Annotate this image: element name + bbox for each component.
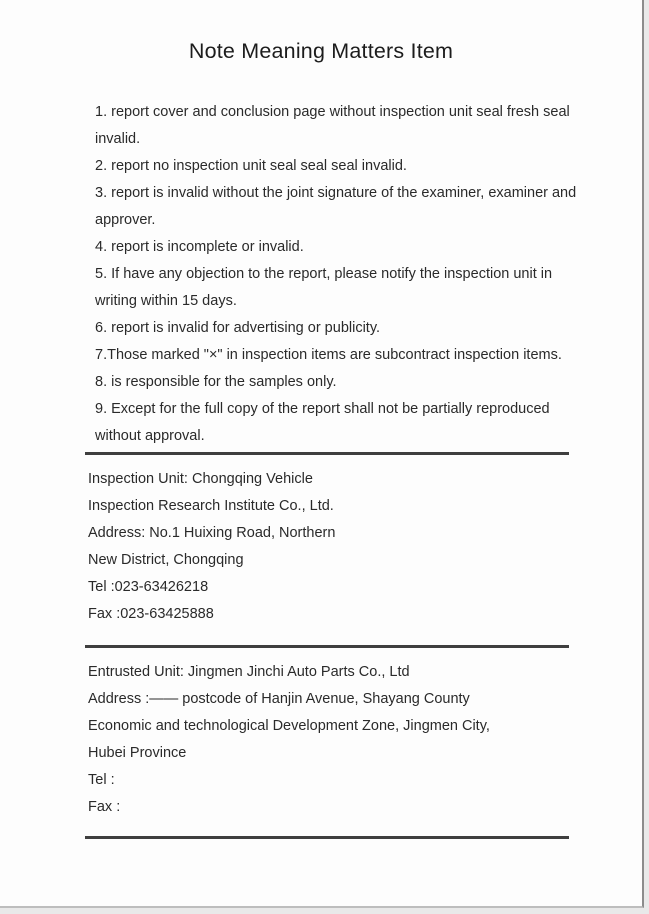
note-item-8-line: 8. is responsible for the samples only. — [95, 374, 337, 390]
inspection-unit-fax: Fax :023-63425888 — [88, 606, 214, 622]
inspection-unit-block — [85, 466, 569, 628]
page-content — [85, 99, 577, 839]
inspection-unit-tel: Tel :023-63426218 — [88, 579, 209, 595]
entrusted-unit-address-line: Address :—— postcode of Hanjin Avenue, Shayang County — [88, 691, 470, 707]
entrusted-unit-line: Entrusted Unit: Jingmen Jinchi Auto Parts Co., Ltd — [88, 664, 410, 680]
note-item-1-line: 1. report cover and conclusion page without inspection unit seal fresh seal — [95, 104, 570, 120]
inspection-unit-line: Inspection Research Institute Co., Ltd. — [88, 498, 334, 514]
inspection-unit-address-line: Address: No.1 Huixing Road, Northern — [88, 525, 336, 541]
entrusted-unit-address-line: Hubei Province — [88, 745, 187, 761]
entrusted-unit-block — [85, 659, 569, 821]
page-title: Note Meaning Matters Item — [188, 39, 454, 63]
note-item-3-line: approver. — [95, 212, 156, 228]
entrusted-unit-address-line: Economic and technological Development Zone, Jingmen City, — [88, 718, 490, 734]
inspection-unit-address-line: New District, Chongqing — [88, 552, 244, 568]
section-divider — [85, 645, 569, 648]
note-item-5-line: 5. If have any objection to the report, please notify the inspection unit in — [95, 266, 553, 282]
note-item-3-line: 3. report is invalid without the joint signature of the examiner, examiner and — [95, 185, 577, 201]
note-item-9-line: 9. Except for the full copy of the report shall not be partially reproduced — [95, 401, 550, 417]
entrusted-unit-fax: Fax : — [88, 799, 121, 815]
entrusted-unit-tel: Tel : — [88, 772, 115, 788]
inspection-unit-line: Inspection Unit: Chongqing Vehicle — [88, 471, 313, 487]
section-divider — [85, 836, 569, 839]
note-item-1-line: invalid. — [95, 131, 141, 147]
note-item-5-line: writing within 15 days. — [95, 293, 237, 309]
notes-list — [85, 99, 577, 450]
section-divider — [85, 452, 569, 455]
note-item-9-line: without approval. — [95, 428, 205, 444]
note-item-2-line: 2. report no inspection unit seal seal seal invalid. — [95, 158, 407, 174]
note-item-4-line: 4. report is incomplete or invalid. — [95, 239, 304, 255]
note-item-6-line: 6. report is invalid for advertising or publicity. — [95, 320, 381, 336]
note-item-7-line: 7.Those marked "×" in inspection items are subcontract inspection items. — [95, 347, 562, 363]
